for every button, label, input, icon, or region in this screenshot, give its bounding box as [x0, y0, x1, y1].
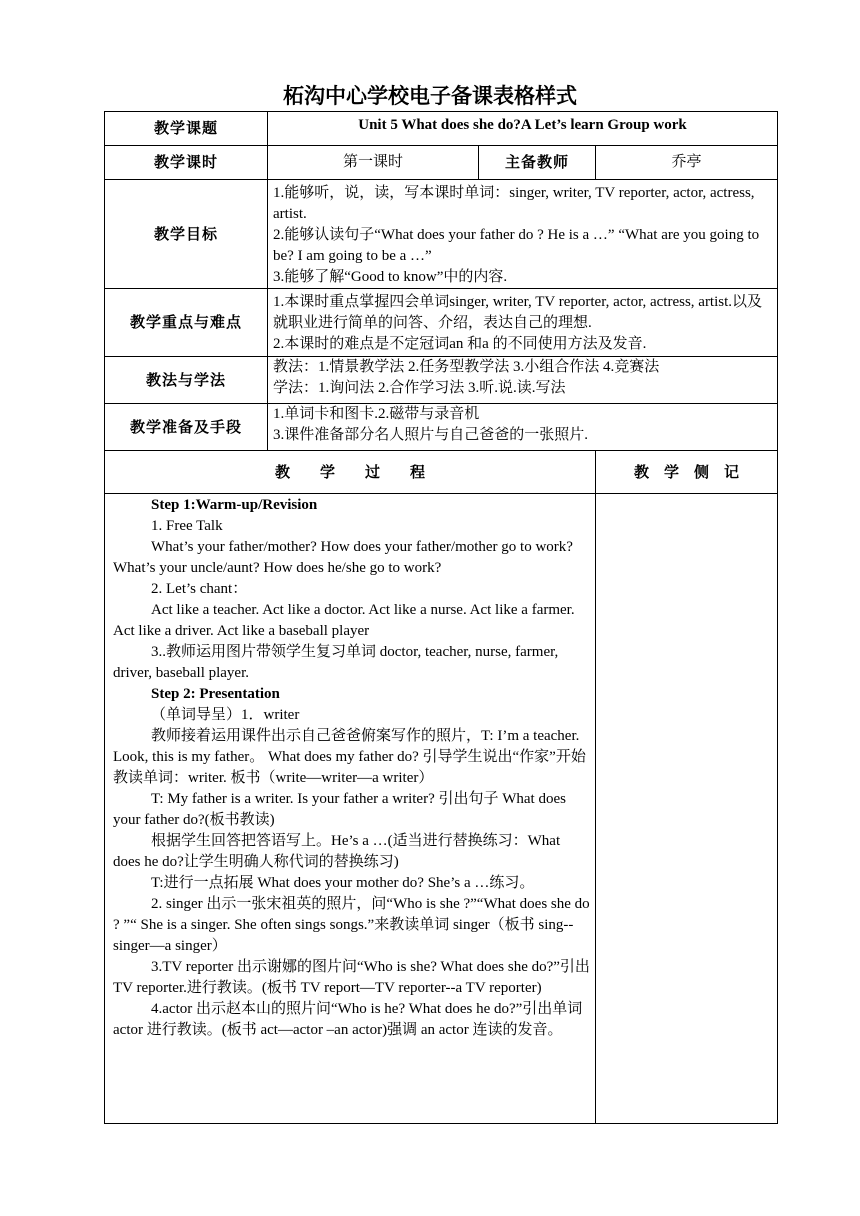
- process-paragraph: T:进行一点拓展 What does your mother do? She’s a …练习。: [151, 875, 535, 891]
- objective-line: 1.能够听，说，读，写本课时单词：singer, writer, TV reporter, actor, actress, artist.: [273, 185, 755, 222]
- objective-line: 2.能够认读句子“What does your father do ? He is a …” “What are you going to be? I am going to be a …”: [273, 227, 760, 264]
- methods-content: [268, 357, 778, 404]
- page-title: 柘沟中心学校电子备课表格样式: [283, 84, 577, 108]
- key-point-line: 1.本课时重点掌握四会单词singer, writer, TV reporter, actor, actress, artist.以及就职业进行简单的问答、介绍，表达自己的理想.: [273, 294, 763, 331]
- prep-label: 教学准备及手段: [105, 404, 268, 451]
- prep-row: [105, 404, 778, 451]
- process-header-row: [105, 451, 778, 494]
- prep-line: 3.课件准备部分名人照片与自己爸爸的一张照片.: [273, 427, 589, 443]
- objectives-row: [105, 180, 778, 289]
- method-line: 学法：1.询问法 2.合作学习法 3.听.说.读.写法: [273, 380, 566, 396]
- prep-line: 1.单词卡和图卡.2.磁带与录音机: [273, 406, 480, 422]
- period-value: 第一课时: [268, 146, 479, 180]
- process-paragraph: 1. Free Talk: [151, 518, 223, 534]
- process-row: [105, 494, 778, 1124]
- process-paragraph: T: My father is a writer. Is your father a writer? 引出句子 What does your father do?(板书教读): [113, 791, 566, 828]
- objectives-label: 教学目标: [105, 180, 268, 289]
- notes-header: 教 学 侧 记: [596, 451, 778, 494]
- process-paragraph: Act like a teacher. Act like a doctor. Act like a nurse. Act like a farmer. Act like a driver. Act like a baseball player: [113, 602, 575, 639]
- prep-content: [268, 404, 778, 451]
- topic-value: Unit 5 What does she do?A Let’s learn Group work: [268, 112, 778, 146]
- period-label: 教学课时: [105, 146, 268, 180]
- process-paragraph: 3.TV reporter 出示谢娜的图片问“Who is she? What does she do?”引出 TV reporter.进行教读。(板书 TV report—TV reporter--a TV reporter): [113, 959, 590, 996]
- objective-line: 3.能够了解“Good to know”中的内容.: [273, 269, 508, 285]
- period-row: [105, 146, 778, 180]
- process-content: [105, 494, 596, 1124]
- key-points-label: 教学重点与难点: [105, 289, 268, 357]
- topic-label: 教学课题: [105, 112, 268, 146]
- process-paragraph: 教师接着运用课件出示自己爸爸俯案写作的照片，T: I’m a teacher. Look, this is my father。 What does my father do? 引导学生说出“作家”开始教读单词：writer. 板书（write—writer—a writer）: [113, 728, 586, 786]
- process-header: 教 学 过 程: [105, 451, 596, 494]
- process-paragraph: 2. singer 出示一张宋祖英的照片，问“Who is she ?”“What does she do ? ”“ She is a singer. She often sings songs.”来教读单词 singer（板书 sing--singer—a singer）: [113, 896, 590, 954]
- key-points-content: [268, 289, 778, 357]
- teacher-label: 主备教师: [479, 146, 596, 180]
- process-paragraph: 2. Let’s chant：: [151, 581, 248, 597]
- key-points-row: [105, 289, 778, 357]
- notes-column: [596, 494, 778, 1124]
- step1-title: Step 1:Warm-up/Revision: [151, 497, 318, 513]
- method-line: 教法：1.情景教学法 2.任务型教学法 3.小组合作法 4.竞赛法: [273, 359, 660, 375]
- process-paragraph: 根据学生回答把答语写上。He’s a …(适当进行替换练习：What does he do?让学生明确人称代词的替换练习): [113, 833, 561, 870]
- lesson-plan-table: [104, 111, 778, 1124]
- key-point-line: 2.本课时的难点是不定冠词an 和a 的不同使用方法及发音.: [273, 336, 647, 352]
- topic-row: [105, 112, 778, 146]
- process-paragraph: 3..教师运用图片带领学生复习单词 doctor, teacher, nurse, farmer, driver, baseball player.: [113, 644, 559, 681]
- process-paragraph: 4.actor 出示赵本山的照片问“Who is he? What does he do?”引出单词 actor 进行教读。(板书 act—actor –an actor)强调 an actor 连读的发音。: [113, 1001, 583, 1038]
- methods-label: 教法与学法: [105, 357, 268, 404]
- objectives-content: [268, 180, 778, 289]
- step2-title: Step 2: Presentation: [151, 686, 280, 702]
- process-paragraph: What’s your father/mother? How does your father/mother go to work? What’s your uncle/aunt? How does he/she go to work?: [113, 539, 573, 576]
- process-paragraph: （单词导呈）1．writer: [151, 707, 300, 723]
- teacher-value: 乔亭: [596, 146, 778, 180]
- methods-row: [105, 357, 778, 404]
